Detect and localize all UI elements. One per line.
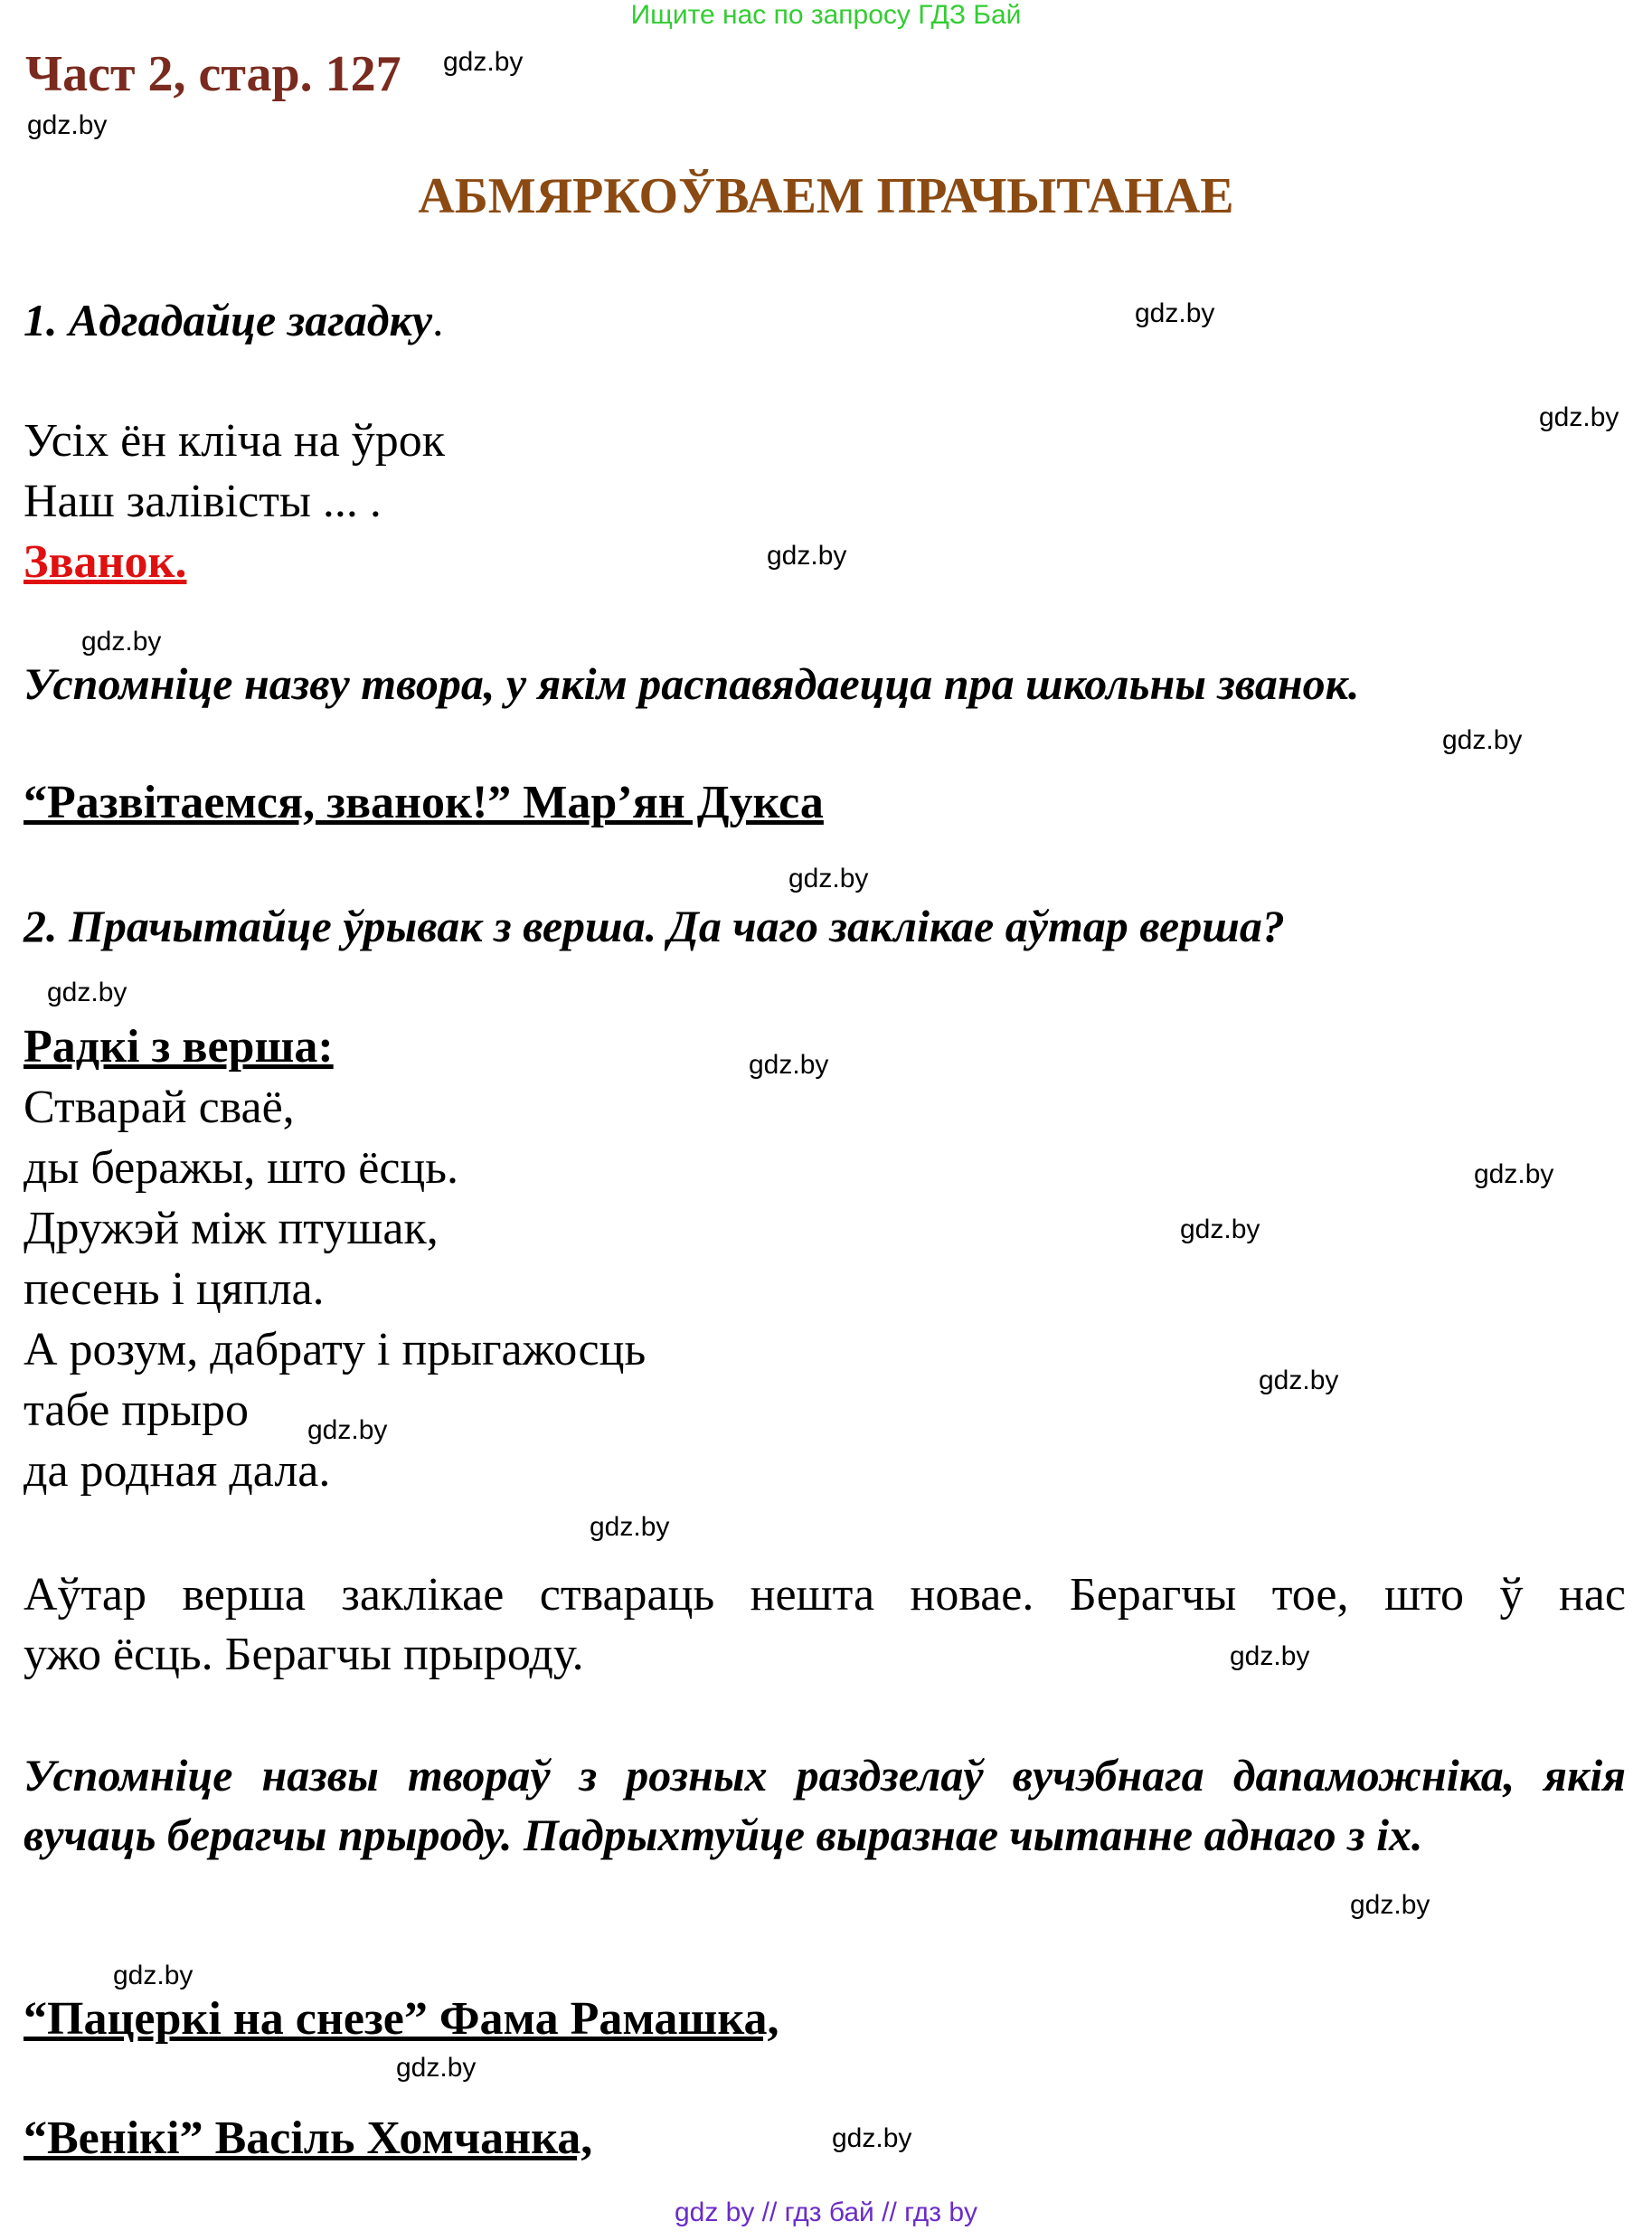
watermark: gdz.by bbox=[1230, 1641, 1310, 1671]
poem-line: да родная дала. bbox=[24, 1445, 331, 1497]
watermark: gdz.by bbox=[47, 978, 127, 1007]
riddle-answer: Званок. bbox=[24, 536, 187, 588]
poem-line: табе прыро bbox=[24, 1385, 250, 1436]
task-1-title bbox=[24, 294, 444, 346]
poem-line: А розум, дабрату і прыгажосць bbox=[24, 1324, 647, 1375]
poem-lines-title: Радкі з верша: bbox=[24, 1021, 334, 1073]
top-banner[interactable]: Ищите нас по запросу ГДЗ Бай bbox=[630, 0, 1022, 30]
riddle-line: Усіх ён кліча на ўрок bbox=[24, 415, 446, 467]
task-1-number: 1. bbox=[24, 295, 58, 345]
task-1b-question: Успомніце назву твора, у якім распавядаецца пра школьны званок. bbox=[24, 658, 1360, 709]
watermark: gdz.by bbox=[767, 541, 847, 571]
poem-line: песень і цяпла. bbox=[24, 1263, 325, 1315]
poem-line: ды беражы, што ёсць. bbox=[24, 1142, 458, 1194]
watermark: gdz.by bbox=[788, 864, 869, 893]
task-1-period: . bbox=[432, 295, 444, 345]
watermark: gdz.by bbox=[590, 1512, 670, 1542]
task-2-question: 2. Прачытайце ўрывак з верша. Да чаго заклікае аўтар верша? bbox=[24, 901, 1285, 951]
watermark: gdz.by bbox=[113, 1961, 194, 1990]
watermark: gdz.by bbox=[1135, 298, 1215, 328]
footer-links[interactable]: gdz by // гдз бай // гдз by bbox=[674, 2197, 978, 2227]
watermark: gdz.by bbox=[1474, 1159, 1554, 1189]
poem-line: Дружэй між птушак, bbox=[24, 1203, 439, 1254]
watermark: gdz.by bbox=[1350, 1890, 1430, 1920]
watermark: gdz.by bbox=[81, 627, 162, 657]
task-1b-answer: “Развітаемся, званок!” Мар’ян Дукса bbox=[24, 777, 824, 828]
watermark: gdz.by bbox=[749, 1050, 829, 1080]
task-2-answer-line-1: Аўтар верша заклікае ствараць нешта новае. Берагчы тое, што ў нас bbox=[24, 1569, 1626, 1621]
poem-line: Стварай сваё, bbox=[24, 1082, 295, 1133]
watermark: gdz.by bbox=[443, 47, 524, 77]
work-item: “Пацеркі на снезе” Фама Рамашка, bbox=[24, 1993, 779, 2045]
task-2-answer-line-2: ужо ёсць. Берагчы прыроду. bbox=[24, 1629, 584, 1680]
watermark: gdz.by bbox=[1180, 1215, 1260, 1244]
section-heading: АБМЯРКОЎВАЕМ ПРАЧЫТАНАЕ bbox=[418, 168, 1234, 224]
page-reference: Част 2, стар. 127 bbox=[25, 46, 401, 102]
watermark: gdz.by bbox=[832, 2123, 912, 2153]
task-3-question: Успомніце назвы твораў з розных раздзелаў вучэбнага дапаможніка, якія вучаць берагчы прыроду. Падрыхтуйце выразнае чытанне аднаго з іх. bbox=[24, 1750, 1626, 1860]
riddle-line: Наш залівісты ... . bbox=[24, 476, 382, 527]
watermark: gdz.by bbox=[27, 110, 108, 140]
watermark: gdz.by bbox=[396, 2053, 477, 2083]
watermark: gdz.by bbox=[307, 1415, 388, 1445]
work-item: “Венікі” Васіль Хомчанка, bbox=[24, 2112, 593, 2164]
watermark: gdz.by bbox=[1442, 725, 1523, 755]
watermark: gdz.by bbox=[1259, 1366, 1339, 1395]
task-1-text: Адгадайце загадку bbox=[69, 295, 433, 345]
watermark: gdz.by bbox=[1539, 402, 1619, 432]
